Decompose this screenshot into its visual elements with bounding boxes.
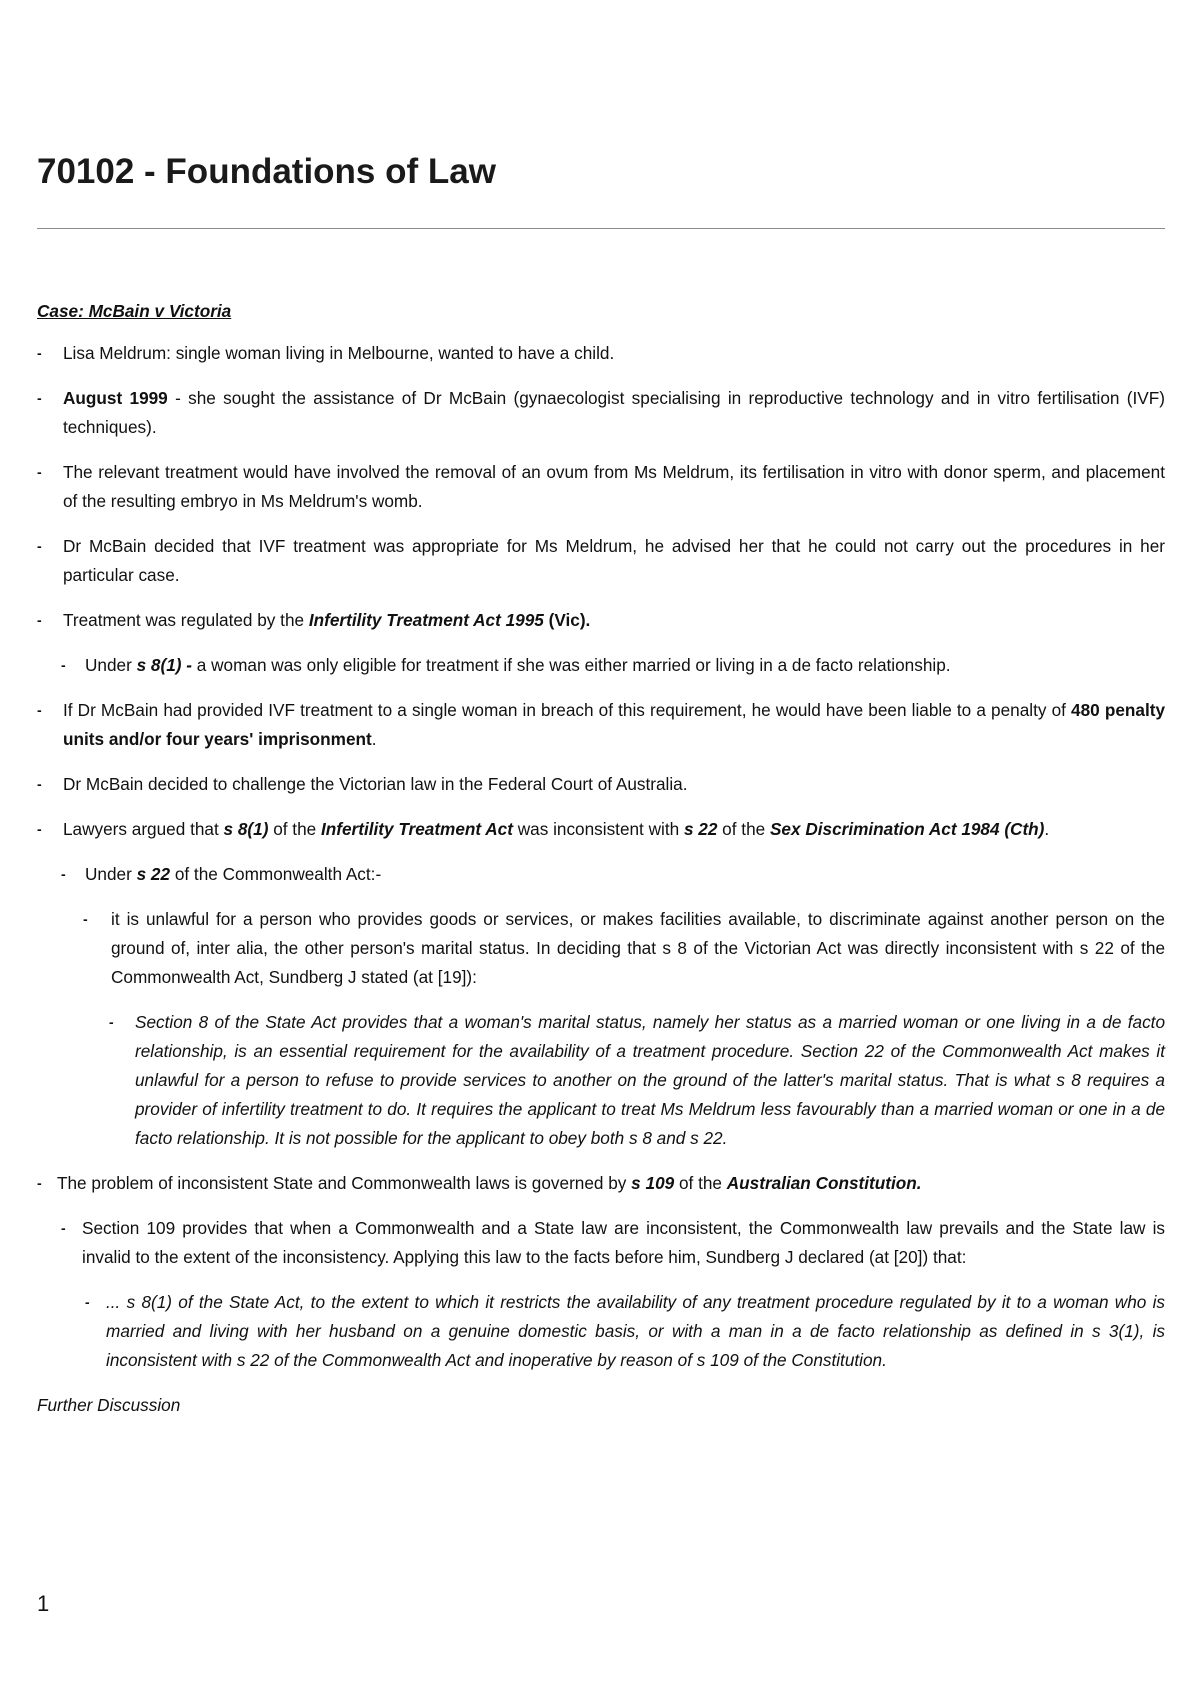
quote-item (37, 1288, 1165, 1375)
item-text: - she sought the assistance of Dr McBain (gynaecologist specialising in reproductive technology and in vitro fertilisation (IVF) techniques). (63, 388, 1165, 437)
item-text: of the (268, 819, 321, 839)
bullet-dash: - (61, 657, 66, 673)
item-text: . (371, 729, 377, 749)
list-item (37, 905, 1165, 992)
bullet-dash: - (83, 911, 88, 927)
date-highlight: August 1999 (63, 388, 168, 408)
item-text: The relevant treatment would have involved the removal of an ovum from Ms Meldrum, its fertilisation in vitro with donor sperm, and placement of the resulting embryo in Ms Meldrum's womb. (63, 462, 1165, 511)
quote-text: Section 8 of the State Act provides that a woman's marital status, namely her status as a married woman or one living in a de facto relationship, is an essential requirement for the availability of a treatment procedure. Section 22 of the Commonwealth Act makes it unlawful for a person to refuse to provide services to another on the ground of the latter's marital status. That is what s 8 requires a provider of infertility treatment to do. It requires the applicant to treat Ms Meldrum less favourably than a married woman or one in a de facto relationship. It is not possible for the applicant to obey both s 8 and s 22. (135, 1012, 1165, 1148)
item-text: Dr McBain decided that IVF treatment was appropriate for Ms Meldrum, he advised her that he could not carry out the procedures in her particular case. (63, 536, 1165, 585)
list-item (37, 532, 1165, 590)
jurisdiction: (Vic). (543, 610, 591, 630)
item-text: of the (674, 1173, 727, 1193)
section-ref: s 109 (631, 1173, 675, 1193)
item-text: it is unlawful for a person who provides goods or services, or makes facilities available, to discriminate against another person on the ground of, inter alia, the other person's marital status. In deciding that s 8 of the Victorian Act was directly inconsistent with s 22 of the Commonwealth Act, Sundberg J stated (at [19]): (111, 909, 1165, 987)
item-text: Treatment was regulated by the (63, 610, 309, 630)
bullet-dash: - (61, 1220, 66, 1236)
item-text: Dr McBain decided to challenge the Victorian law in the Federal Court of Australia. (63, 774, 688, 794)
item-text: Lawyers argued that (63, 819, 224, 839)
bullet-dash: - (37, 464, 42, 480)
penalty-highlight: 480 penalty units and/or four years' imprisonment (63, 700, 1166, 749)
list-item (37, 1214, 1165, 1272)
list-item (37, 458, 1165, 516)
bullet-dash: - (85, 1294, 90, 1310)
item-text: Lisa Meldrum: single woman living in Melbourne, wanted to have a child. (63, 343, 615, 363)
page-number: 1 (37, 1591, 50, 1616)
quote-text: ... s 8(1) of the State Act, to the extent to which it restricts the availability of any treatment procedure regulated by it to a woman who is married and living with her husband on a genuine domestic basis, or with a man in a de facto relationship as defined in s 3(1), is inconsistent with s 22 of the Commonwealth Act and inoperative by reason of s 109 of the Constitution. (106, 1292, 1165, 1370)
bullet-dash: - (37, 821, 42, 837)
bullet-dash: - (37, 1175, 42, 1191)
bullet-dash: - (37, 390, 42, 406)
list-item (37, 384, 1165, 442)
item-text: of the (717, 819, 770, 839)
title-divider (37, 228, 1165, 229)
section-ref: s 22 (136, 864, 171, 884)
bullet-dash: - (37, 538, 42, 554)
section-ref: s 8(1) - (136, 655, 192, 675)
item-text: was inconsistent with (512, 819, 684, 839)
bullet-dash: - (109, 1014, 114, 1030)
bullet-dash: - (37, 345, 42, 361)
act-name: Infertility Treatment Act (320, 819, 513, 839)
bullet-dash: - (61, 866, 66, 882)
list-item (37, 1169, 1165, 1198)
page-title: 70102 - Foundations of Law (37, 152, 496, 191)
bullet-dash: - (37, 702, 42, 718)
bullet-dash: - (37, 776, 42, 792)
item-text: . (1044, 819, 1050, 839)
list-item (37, 860, 1165, 889)
act-name: Infertility Treatment Act 1995 (308, 610, 544, 630)
item-text: Under (85, 655, 137, 675)
section-ref: s 8(1) (223, 819, 269, 839)
list-item (37, 651, 1165, 680)
item-text: Under (85, 864, 137, 884)
list-item (37, 815, 1165, 844)
case-notes (37, 297, 1165, 1420)
case-heading: Case: McBain v Victoria (37, 301, 232, 321)
list-item (37, 770, 1165, 799)
bullet-dash: - (37, 612, 42, 628)
item-text: Section 109 provides that when a Commonwealth and a State law are inconsistent, the Commonwealth law prevails and the State law is invalid to the extent of the inconsistency. Applying this law to the facts before him, Sundberg J declared (at [20]) that: (82, 1218, 1165, 1267)
quote-item (37, 1008, 1165, 1153)
list-item (37, 606, 1165, 635)
item-text: a woman was only eligible for treatment if she was either married or living in a de facto relationship. (192, 655, 951, 675)
item-text: If Dr McBain had provided IVF treatment to a single woman in breach of this requirement, he would have been liable to a penalty of (63, 700, 1072, 720)
item-text: of the Commonwealth Act:- (170, 864, 382, 884)
list-item (37, 696, 1165, 754)
section-ref: s 22 (683, 819, 718, 839)
act-name: Australian Constitution. (726, 1173, 922, 1193)
list-item (37, 339, 1165, 368)
item-text: The problem of inconsistent State and Commonwealth laws is governed by (57, 1173, 632, 1193)
further-discussion-label: Further Discussion (37, 1395, 181, 1415)
act-name: Sex Discrimination Act 1984 (Cth) (769, 819, 1045, 839)
